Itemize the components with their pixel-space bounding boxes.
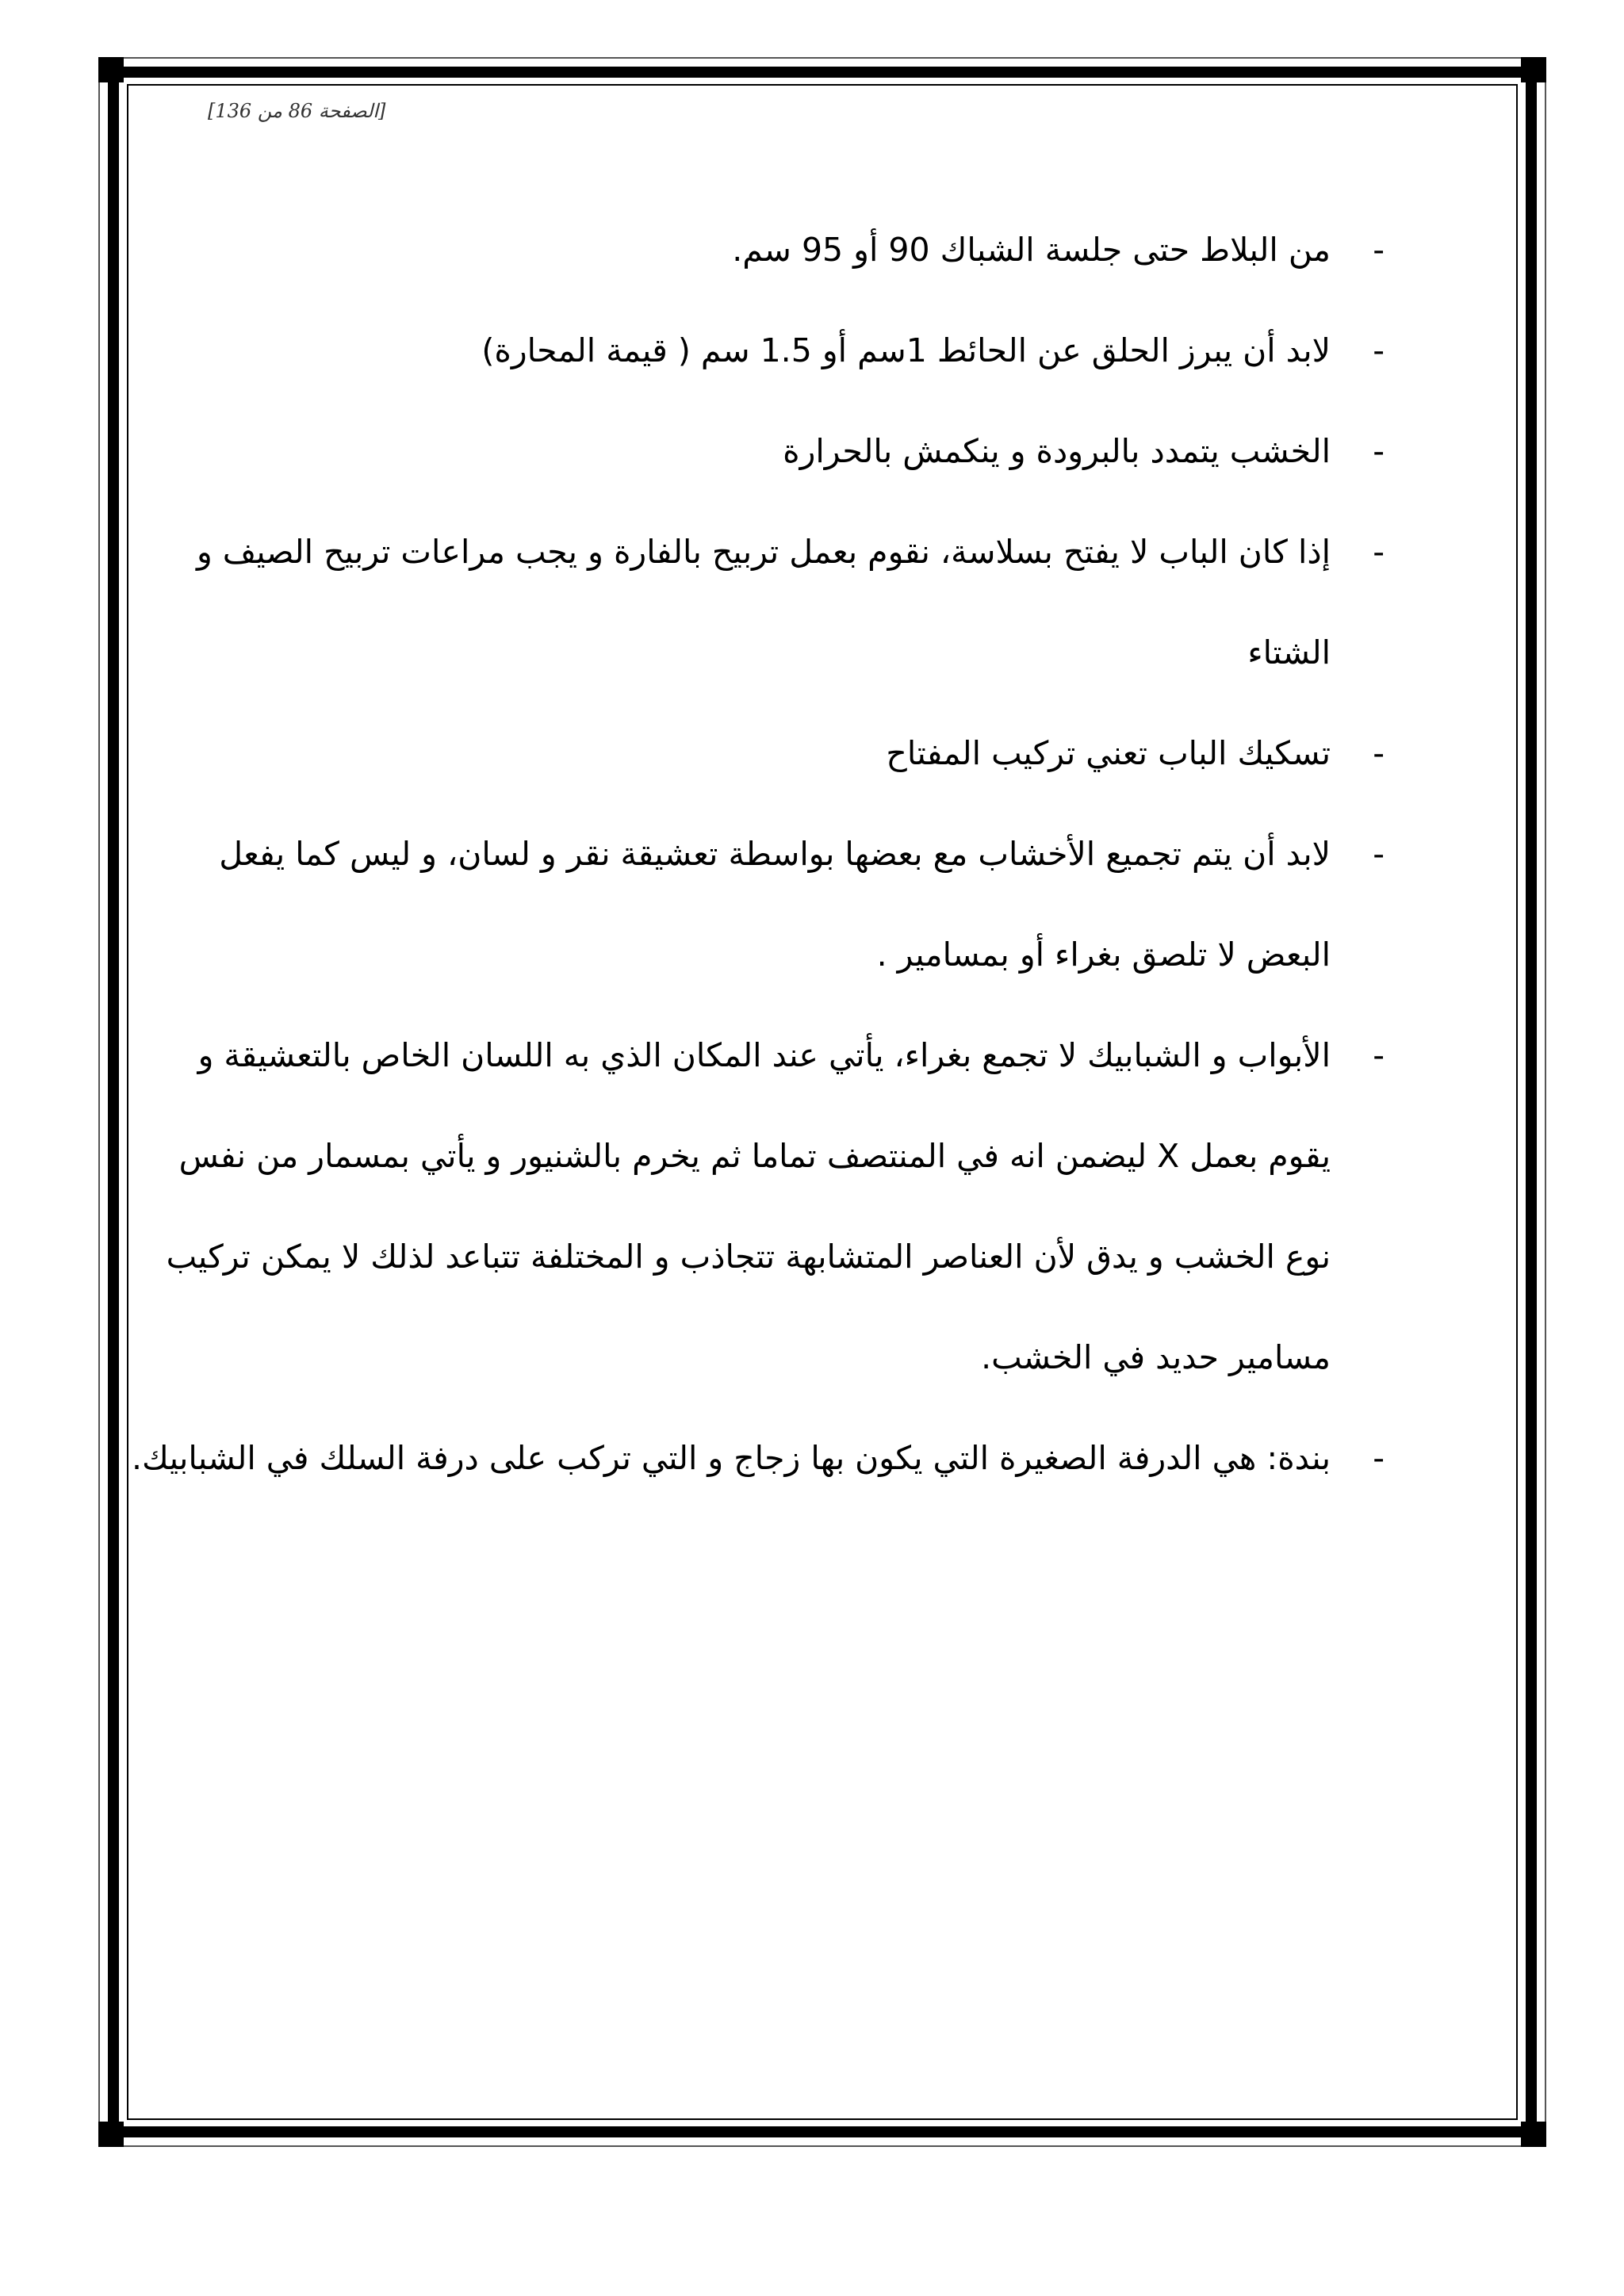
list-item-text: من البلاط حتى جلسة الشباك 90 أو 95 سم. [732,231,1331,269]
page-indicator: [الصفحة 86 من 136] [208,100,386,122]
border-corner-top-right [1521,57,1546,82]
list-item [125,1005,1385,1408]
list-item [125,502,1385,703]
list-item-text: الخشب يتمدد بالبرودة و ينكمش بالحرارة [783,432,1331,470]
list-item [125,200,1385,300]
list-item-text: الأبواب و الشبابيك لا تجمع بغراء، يأتي عند المكان الذي به اللسان الخاص بالتعشيقة و يقوم بعمل X ليضمن انه في المنتصف تماما ثم يخرم بالشنيور و يأتي بمسمار من نفس نوع الخشب و يدق لأن العناصر المتشابهة تتجاذب و المختلفة تتباعد لذلك لا يمكن تركيب مسامير حديد في الخشب. [166,1036,1331,1376]
list-item [125,401,1385,502]
list-item [125,804,1385,1005]
border-corner-bottom-right [1521,2122,1546,2147]
border-corner-top-left [98,57,124,82]
list-item-text: تسكيك الباب تعني تركيب المفتاح [886,734,1331,772]
list-item-text: لابد أن يتم تجميع الأخشاب مع بعضها بواسطة تعشيقة نقر و لسان، و ليس كما يفعل البعض لا تلصق بغراء أو بمسامير . [219,835,1331,974]
list-bullet: - [1373,432,1385,470]
list-item [125,1408,1385,1509]
list-bullet: - [1373,533,1385,571]
list-bullet: - [1373,835,1385,873]
list-bullet: - [1373,1439,1385,1477]
notes-list [125,200,1385,1509]
list-bullet: - [1373,331,1385,369]
border-corner-bottom-left [98,2122,124,2147]
list-item [125,703,1385,804]
list-item-text: لابد أن يبرز الحلق عن الحائط 1سم أو 1.5 سم ( قيمة المحارة) [481,331,1331,369]
list-item-text: بندة: هي الدرفة الصغيرة التي يكون بها زجاج و التي تركب على درفة السلك في الشبابيك. [132,1439,1331,1477]
list-bullet: - [1373,231,1385,269]
list-bullet: - [1373,1036,1385,1074]
list-item [125,300,1385,401]
list-item-text: إذا كان الباب لا يفتح بسلاسة، نقوم بعمل تربيح بالفارة و يجب مراعات تربيح الصيف و الشتاء [196,533,1331,672]
list-bullet: - [1373,734,1385,772]
